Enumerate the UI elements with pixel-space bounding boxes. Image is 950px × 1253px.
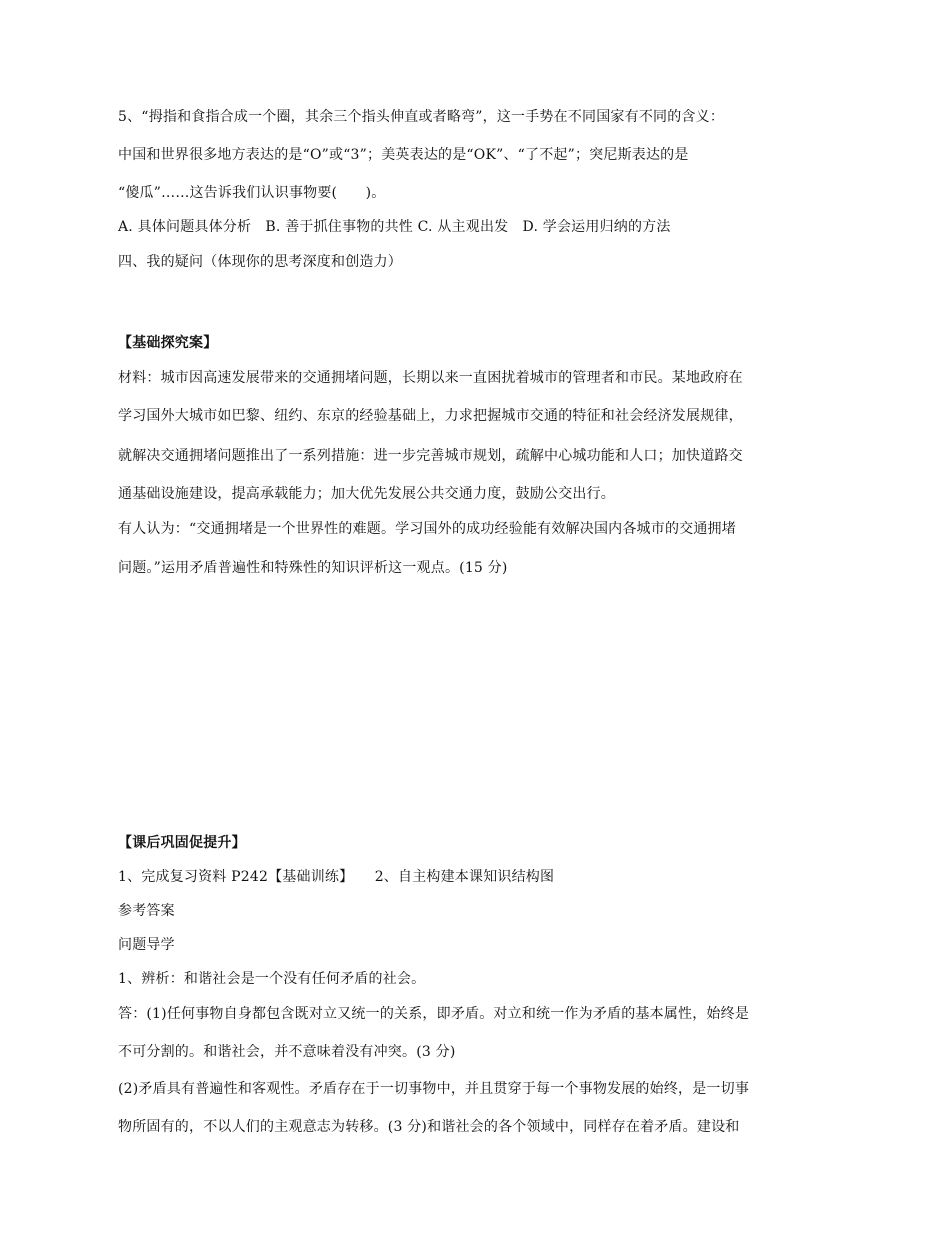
explore-line-3: 就解决交通拥堵问题推出了一系列措施：进一步完善城市规划，疏解中心城功能和人口；加快道路交 <box>118 448 743 464</box>
answer-line-1: 答：(1)任何事物自身都包含既对立又统一的关系，即矛盾。对立和统一作为矛盾的基本属性，始终是 <box>118 1006 750 1022</box>
after-class-tasks: 1、完成复习资料 P242【基础训练】 2、自主构建本课知识结构图 <box>118 869 555 885</box>
question-5-line-1: 5、“拇指和食指合成一个圈，其余三个指头伸直或者略弯”，这一手势在不同国家有不同的含义： <box>118 109 725 125</box>
answer-line-2: 不可分割的。和谐社会，并不意味着没有冲突。(3 分) <box>118 1044 456 1060</box>
question-5-line-2: 中国和世界很多地方表达的是“O”或“3”；美英表达的是“OK”、“了不起”；突尼斯表达的是 <box>118 147 689 163</box>
after-class-title: 【课后巩固促提升】 <box>118 835 246 851</box>
answers-question-1: 1、辨析：和谐社会是一个没有任何矛盾的社会。 <box>118 971 426 987</box>
answer-line-4: 物所固有的，不以人们的主观意志为转移。(3 分)和谐社会的各个领域中，同样存在着矛盾。建设和 <box>118 1119 740 1135</box>
explore-line-2: 学习国外大城市如巴黎、纽约、东京的经验基础上，力求把握城市交通的特征和社会经济发展规律， <box>118 408 743 424</box>
section-4-title: 四、我的疑问（体现你的思考深度和创造力） <box>118 254 402 270</box>
question-5-line-3: “傻瓜”……这告诉我们认识事物要( )。 <box>118 185 386 201</box>
answer-line-3: (2)矛盾具有普遍性和客观性。矛盾存在于一切事物中，并且贯穿于每一个事物发展的始终，是一切事 <box>118 1081 750 1097</box>
explore-line-4: 通基础设施建设，提高承载能力；加大优先发展公共交通力度，鼓励公交出行。 <box>118 486 615 502</box>
question-5-options: A. 具体问题具体分析 B. 善于抓住事物的共性 C. 从主观出发 D. 学会运用归纳的方法 <box>118 219 671 235</box>
explore-title: 【基础探究案】 <box>118 335 218 351</box>
explore-line-6: 问题。”运用矛盾普遍性和特殊性的知识评析这一观点。(15 分) <box>118 560 508 576</box>
explore-line-5: 有人认为：“交通拥堵是一个世界性的难题。学习国外的成功经验能有效解决国内各城市的交通拥堵 <box>118 521 736 537</box>
explore-line-1: 材料：城市因高速发展带来的交通拥堵问题，长期以来一直困扰着城市的管理者和市民。某地政府在 <box>118 370 743 386</box>
answers-title: 参考答案 <box>118 903 175 919</box>
answers-subtitle: 问题导学 <box>118 937 175 953</box>
